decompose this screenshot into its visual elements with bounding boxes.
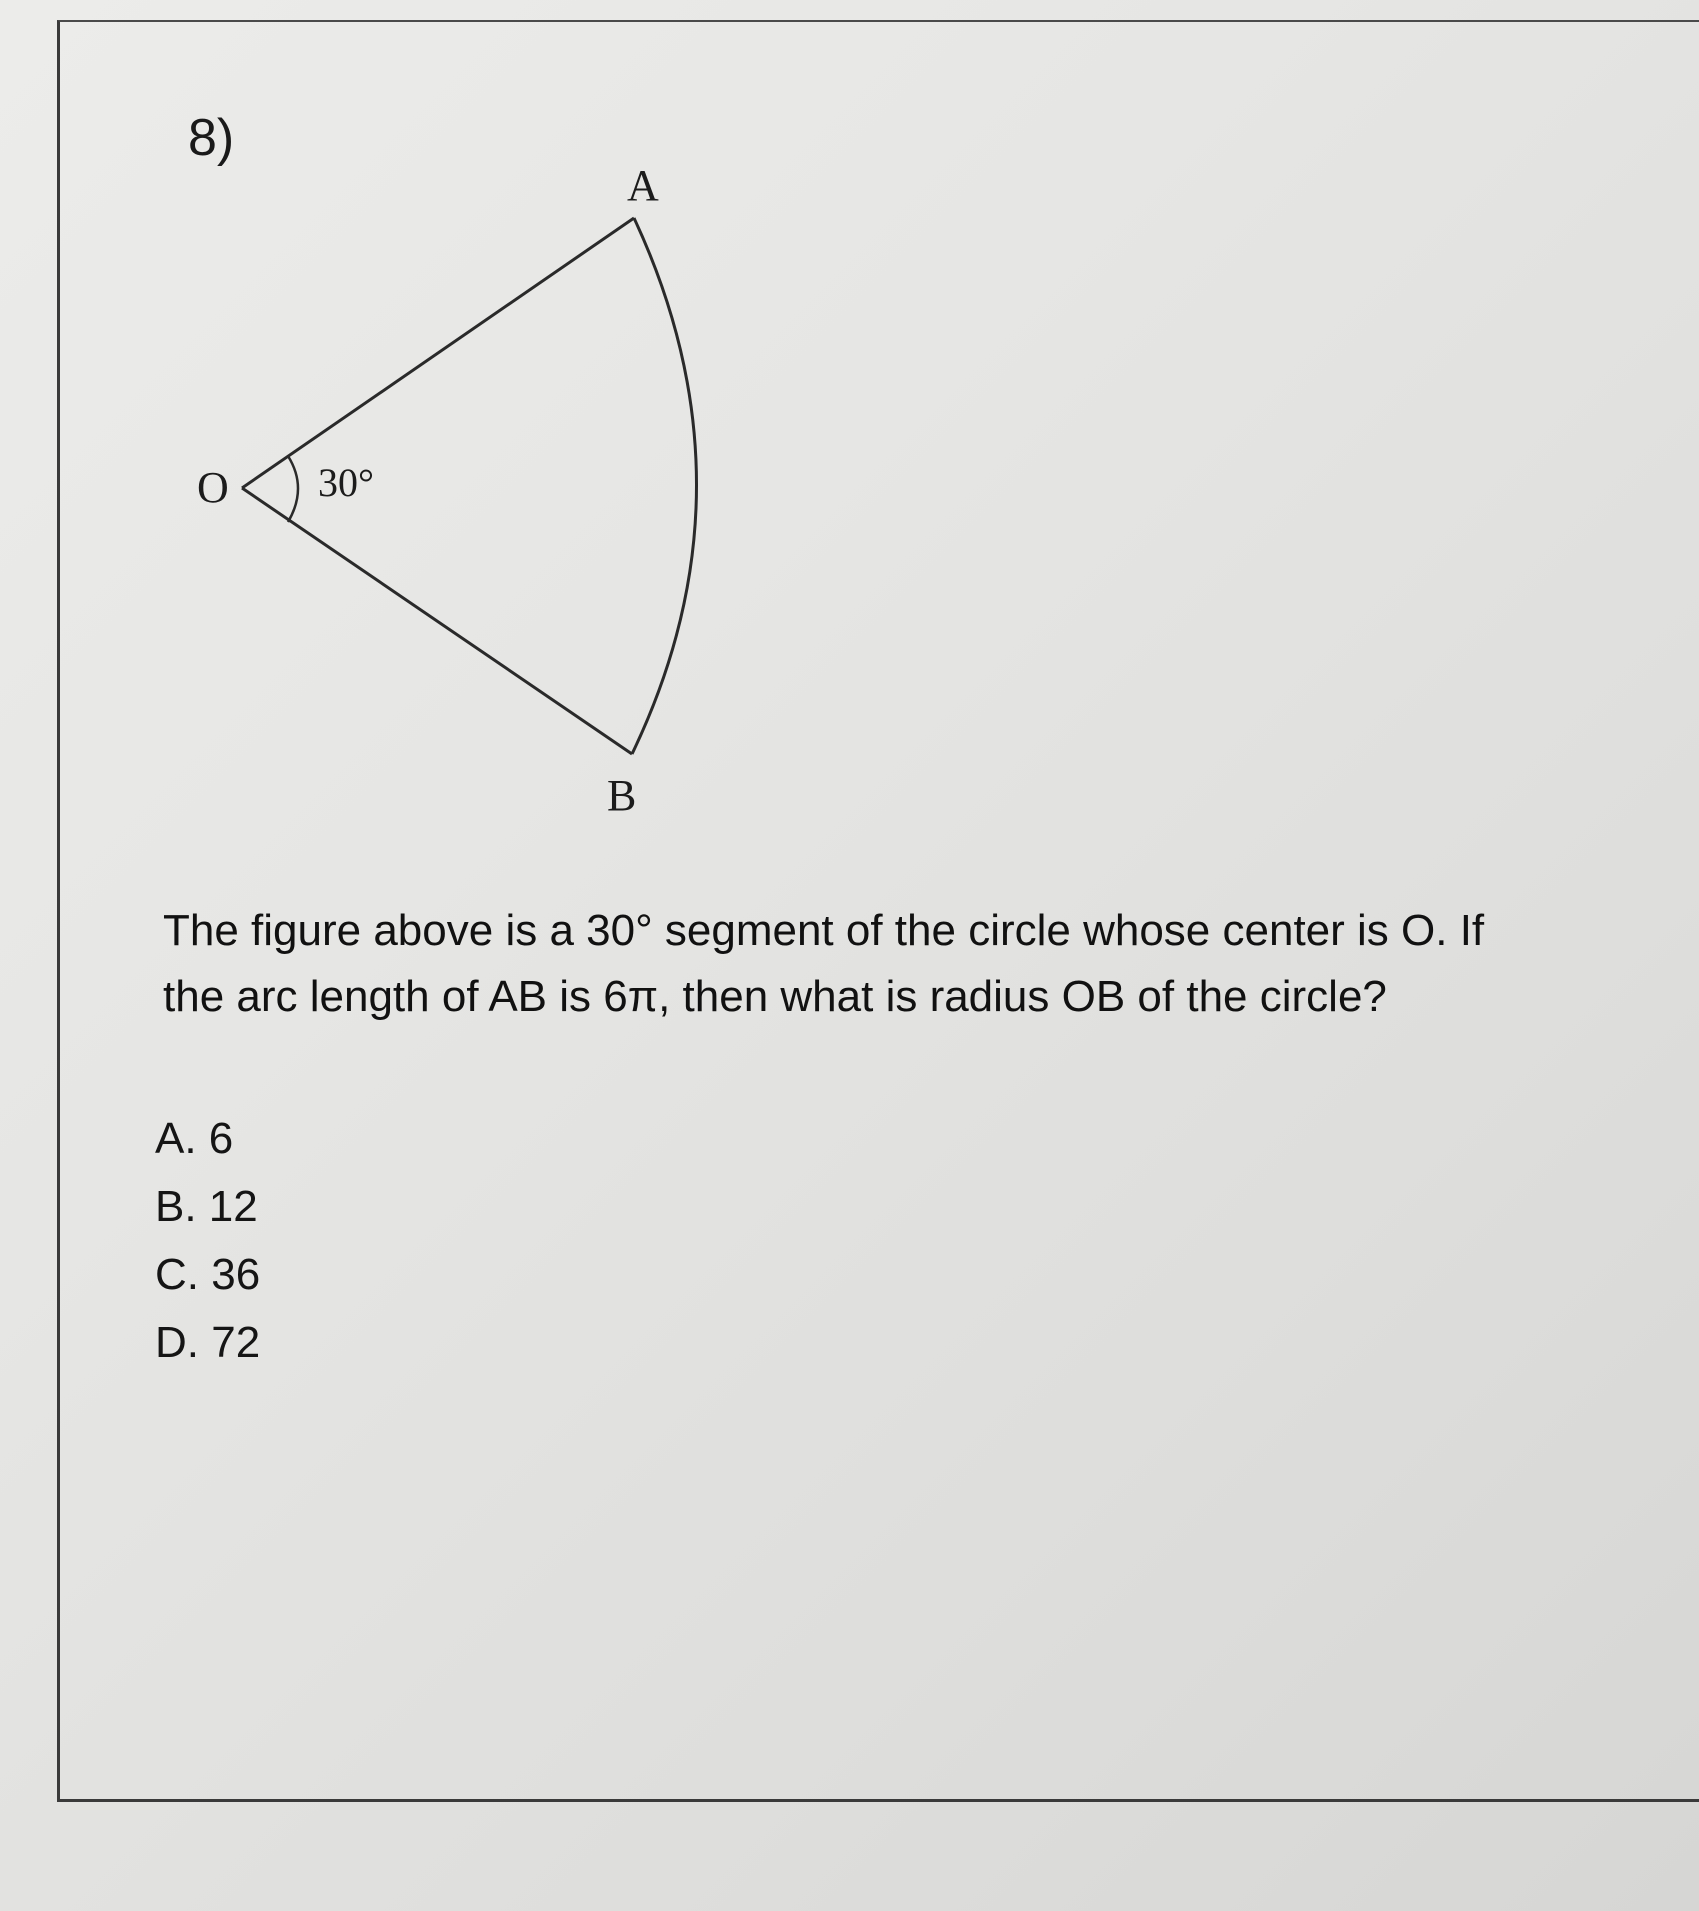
radius-oa: [242, 218, 634, 488]
question-line-1: The figure above is a 30° segment of the circle whose center is O. If: [163, 906, 1485, 955]
choice-b[interactable]: B. 12: [155, 1182, 258, 1231]
choice-d[interactable]: D. 72: [155, 1318, 261, 1367]
question-line-2: the arc length of AB is 6π, then what is radius OB of the circle?: [163, 972, 1387, 1021]
sector-figure: [180, 150, 780, 830]
angle-label: 30°: [318, 460, 374, 505]
label-a: A: [627, 161, 659, 210]
label-b: B: [607, 771, 637, 820]
choice-c[interactable]: C. 36: [155, 1250, 261, 1299]
choice-a[interactable]: A. 6: [155, 1114, 234, 1163]
label-o: O: [197, 463, 229, 512]
arc-ab: [632, 218, 697, 754]
problem-number: 8): [188, 109, 235, 167]
radius-ob: [242, 488, 632, 754]
answer-choices: [155, 1105, 260, 1377]
question-text: [163, 898, 1643, 1030]
angle-arc: [288, 456, 298, 522]
